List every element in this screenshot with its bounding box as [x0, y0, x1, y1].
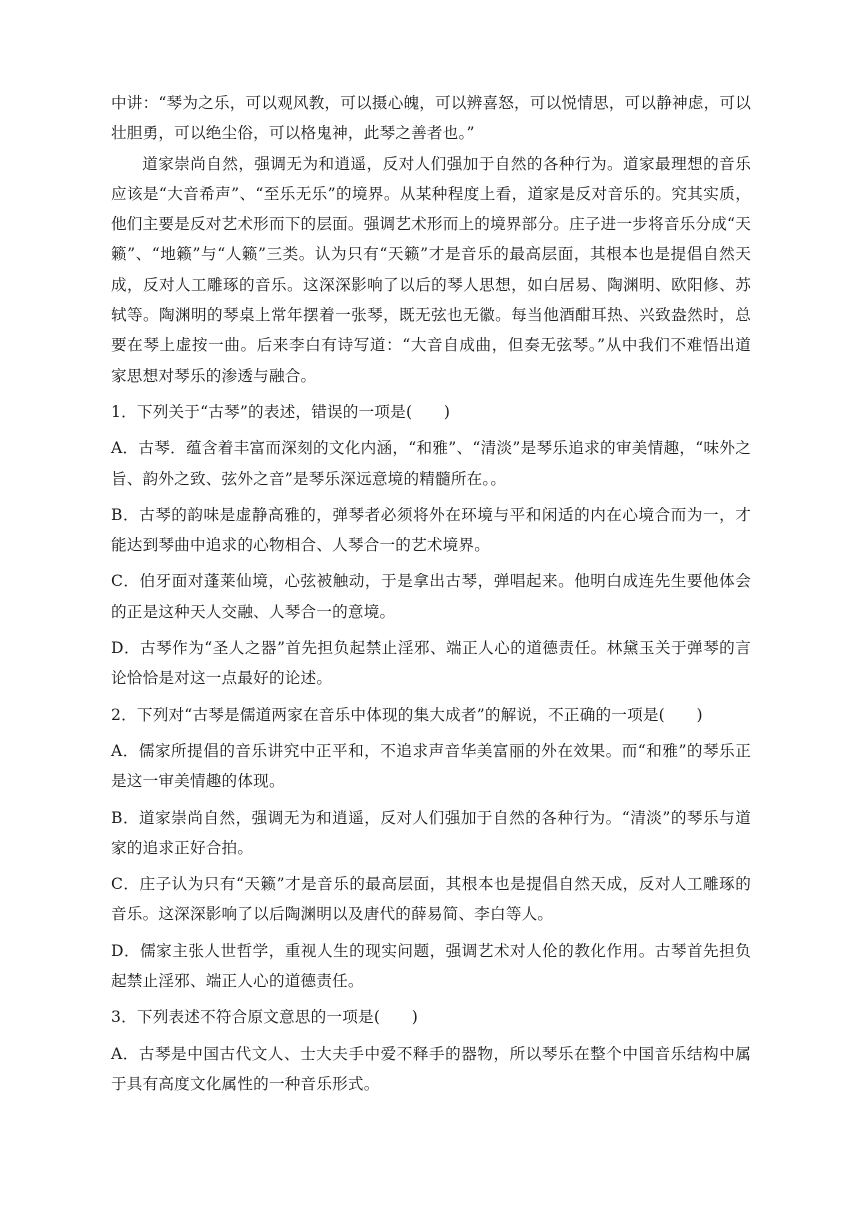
question-2-option-d: D．儒家主张人世哲学，重视人生的现实问题，强调艺术对人伦的教化作用。古琴首先担负起禁止淫邪、端正人心的道德责任。: [111, 941, 751, 991]
question-1-option-a: A．古琴．蕴含着丰富而深刻的文化内涵，“和雅”、“清淡”是琴乐追求的审美情趣，“味外之旨、韵外之致、弦外之音”是琴乐深远意境的精髓所在。。: [111, 439, 751, 488]
document-body: [111, 88, 751, 1099]
question-1-option-b: B．古琴的韵味是虚静高雅的，弹琴者必须将外在环境与平和闲适的内在心境合而为一，才能达到琴曲中追求的心物相合、人琴合一的艺术境界。: [111, 505, 751, 555]
question-2-option-a: A．儒家所提倡的音乐讲究中正平和，不追求声音华美富丽的外在效果。而“和雅”的琴乐正是这一审美情趣的体现。: [111, 741, 751, 791]
question-3-option-a: A．古琴是中国古代文人、士大夫手中爱不释手的器物，所以琴乐在整个中国音乐结构中属于具有高度文化属性的一种音乐形式。: [111, 1044, 751, 1093]
question-2-option-c: C．庄子认为只有“天籁”才是音乐的最高层面，其根本也是提倡自然天成，反对人工雕琢的音乐。这深深影响了以后陶渊明以及唐代的薛易简、李白等人。: [111, 875, 751, 924]
question-1-stem: 1．下列关于“古琴”的表述，错误的一项是( ): [111, 402, 451, 421]
question-1-option-c: C．伯牙面对蓬莱仙境，心弦被触动，于是拿出古琴，弹唱起来。他明白成连先生要他体会的正是这种天人交融、人琴合一的意境。: [111, 572, 751, 621]
question-2-option-b: B．道家崇尚自然，强调无为和逍遥，反对人们强加于自然的各种行为。“清淡”的琴乐与道家的追求正好合拍。: [111, 808, 751, 857]
passage-daoism-paragraph: 道家崇尚自然，强调无为和逍遥，反对人们强加于自然的各种行为。道家最理想的音乐应该是“大音希声”、“至乐无乐”的境界。从某种程度上看，道家是反对音乐的。究其实质，他们主要是反对艺术形而下的层面。强调艺术形而上的境界部分。庄子进一步将音乐分成“天籁”、“地籁”与“人籁”三类。认为只有“天籁”才是音乐的最高层面，其根本也是提倡自然天成，反对人工雕琢的音乐。这深深影响了以后的琴人思想，如白居易、陶渊明、欧阳修、苏轼等。陶渊明的琴桌上常年摆着一张琴，既无弦也无徽。每当他酒酣耳热、兴致盎然时，总要在琴上虚按一曲。后来李白有诗写道：“大音自成曲，但奏无弦琴。”从中我们不难悟出道家思想对琴乐的渗透与融合。: [111, 154, 751, 385]
question-3-stem: 3．下列表述不符合原文意思的一项是( ): [111, 1008, 418, 1027]
passage-continuation: 中讲：“琴为之乐，可以观风教，可以摄心魄，可以辨喜怒，可以悦情思，可以静神虑，可以壮胆勇，可以绝尘俗，可以格鬼神，此琴之善者也。”: [111, 94, 751, 143]
question-2-stem: 2．下列对“古琴是儒道两家在音乐中体现的集大成者”的解说，不正确的一项是( ): [111, 705, 703, 724]
question-1-option-d: D．古琴作为“圣人之器”首先担负起禁止淫邪、端正人心的道德责任。林黛玉关于弹琴的言论恰恰是对这一点最好的论述。: [111, 639, 751, 688]
